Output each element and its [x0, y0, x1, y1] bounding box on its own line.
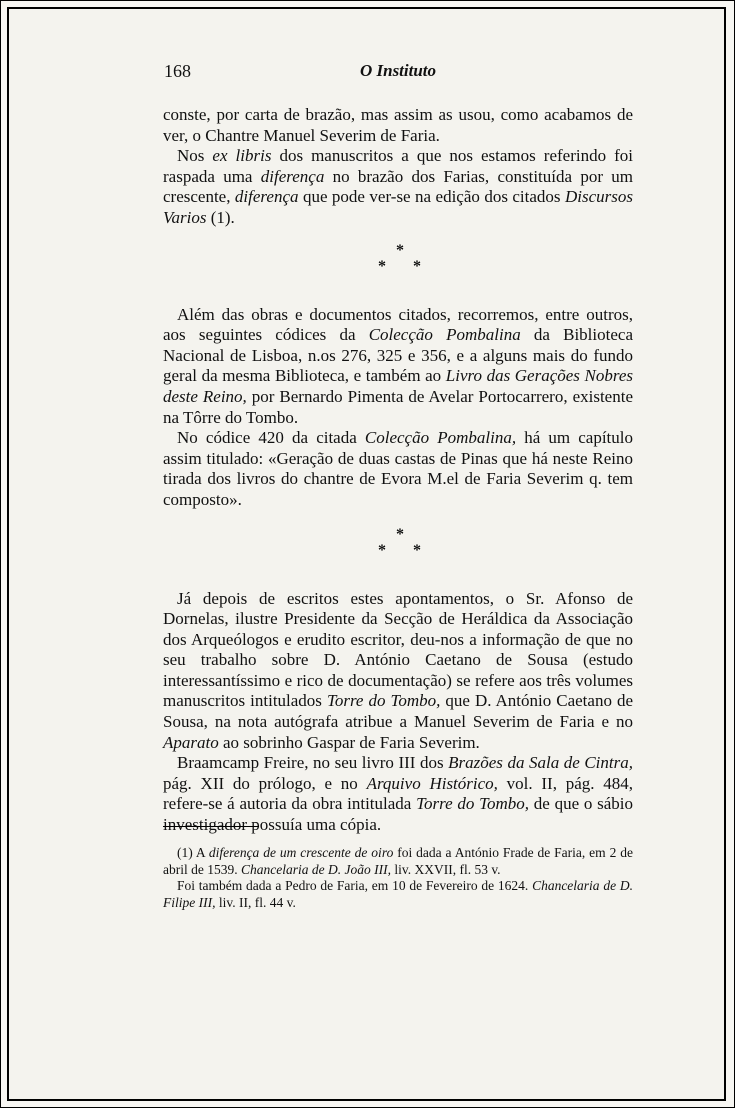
footnote-divider — [163, 826, 259, 827]
paragraph: Nos ex libris dos manuscritos a que nos estamos referindo foi raspada uma diferença no brazão dos Farias, constituída por um crescente, diferença que pode ver-se na edição dos citados Discursos Varios (1). — [163, 146, 633, 227]
footnotes — [163, 845, 633, 911]
paragraph: conste, por carta de brazão, mas assim as usou, como acabamos de ver, o Chantre Manuel Severim de Faria. — [163, 105, 633, 145]
asterisk: * — [378, 257, 386, 275]
page-number: 168 — [164, 61, 191, 81]
section-separator — [163, 233, 633, 281]
paragraph: Já depois de escritos estes apontamentos, o Sr. Afonso de Dornelas, ilustre Presidente da Secção de Heráldica da Associação dos Arqueólogos e erudito escritor, deu-nos a informação de que no seu trabalho sobre D. António Caetano de Sousa (estudo interessantíssimo e rico de documentação) se refere aos três volumes manuscritos intitulados Torre do Tombo, que D. António Caetano de Sousa, na nota autógrafa atribue a Manuel Severim de Faria e no Aparato ao sobrinho Gaspar de Faria Severim. — [163, 588, 633, 752]
asterisk: * — [378, 541, 386, 559]
footnote: (1) A diferença de um crescente de oiro foi dada a António Frade de Faria, em 2 de abril de 1539. Chancelaria de D. João III, liv. XXVII, fl. 53 v. — [163, 845, 633, 877]
section-separator — [163, 517, 633, 565]
asterisk: * — [396, 525, 404, 543]
asterisk: * — [413, 257, 421, 275]
asterisk: * — [396, 241, 404, 259]
running-head: O Instituto — [359, 61, 437, 80]
page-header — [164, 61, 632, 83]
paragraph: Braamcamp Freire, no seu livro III dos Brazões da Sala de Cintra, pág. XII do prólogo, e no Arquivo Histórico, vol. II, pág. 484, refere-se á autoria da obra intitulada Torre do Tombo, de que o sábio investigador possuía uma cópia. — [163, 753, 633, 835]
paragraph: Além das obras e documentos citados, recorremos, entre outros, aos seguintes códices da Colecção Pombalina da Biblioteca Nacional de Lisboa, n.os 276, 325 e 356, e a alguns mais do fundo geral da mesma Biblioteca, e também ao Livro das Gerações Nobres deste Reino, por Bernardo Pimenta de Avelar Portocarrero, existente na Tôrre do Tombo. — [163, 304, 633, 427]
body-text — [163, 105, 633, 836]
paragraph: No códice 420 da citada Colecção Pombalina, há um capítulo assim titulado: «Geração de duas castas de Pinas que há neste Reino tirada dos livros do chantre de Evora M.el de Faria Severim q. tem composto». — [163, 428, 634, 509]
asterisk: * — [413, 541, 421, 559]
footnote: Foi também dada a Pedro de Faria, em 10 de Fevereiro de 1624. Chancelaria de D. Filipe III, liv. II, fl. 44 v. — [163, 878, 633, 910]
